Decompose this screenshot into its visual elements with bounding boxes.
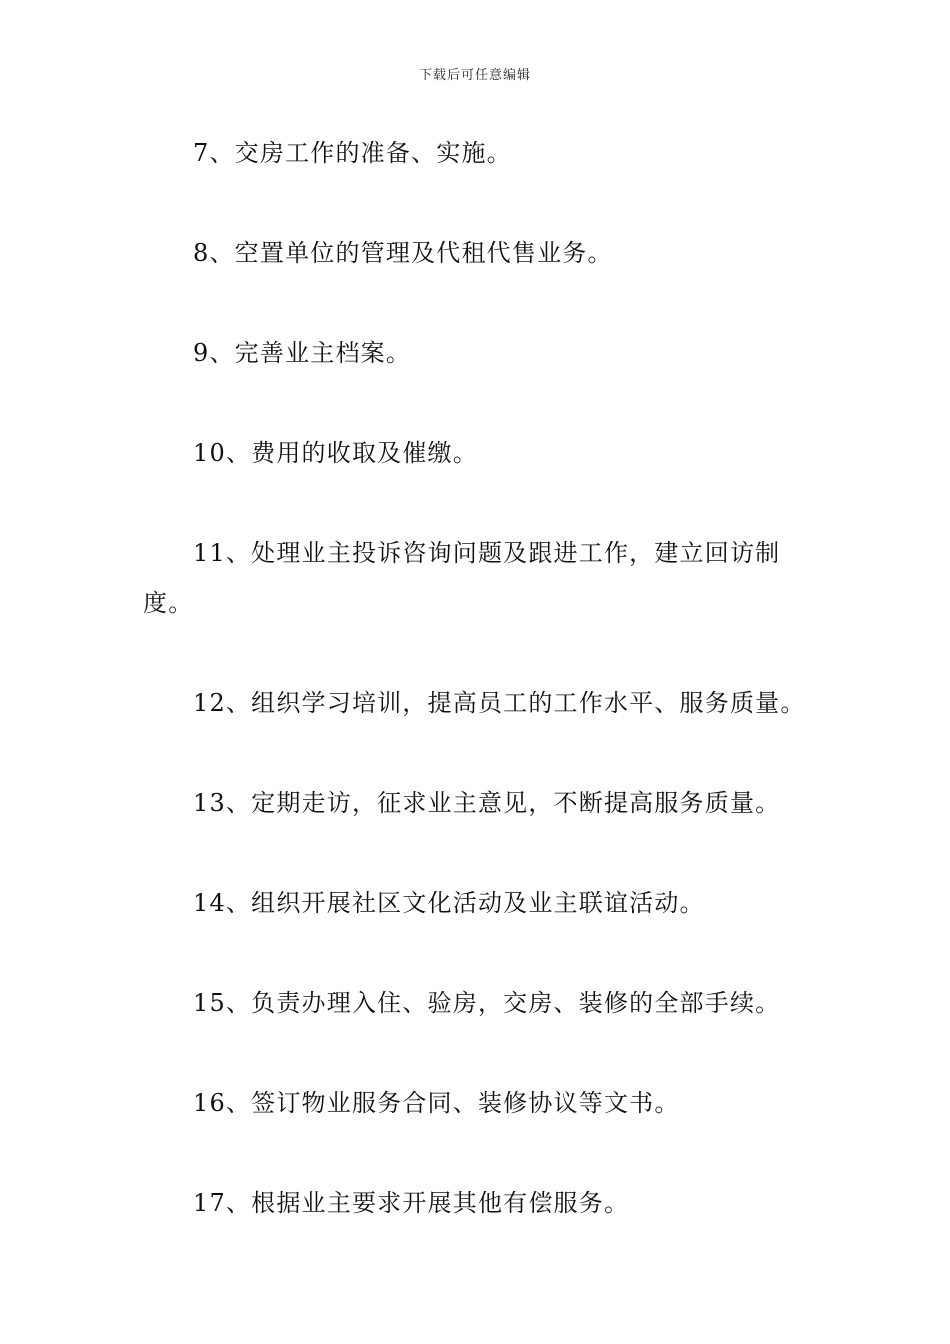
- paragraph-item-9: 9、完善业主档案。: [193, 339, 412, 367]
- paragraph-item-7: 7、交房工作的准备、实施。: [193, 139, 512, 167]
- paragraph-item-8: 8、空置单位的管理及代租代售业务。: [193, 239, 613, 267]
- paragraph-item-14: 14、组织开展社区文化活动及业主联谊活动。: [193, 889, 705, 917]
- paragraph-item-17: 17、根据业主要求开展其他有偿服务。: [193, 1189, 630, 1217]
- paragraph-item-10: 10、费用的收取及催缴。: [193, 439, 478, 467]
- paragraph-item-13: 13、定期走访，征求业主意见，不断提高服务质量。: [193, 789, 781, 817]
- page-header-note: 下载后可任意编辑: [418, 68, 531, 83]
- paragraph-item-15: 15、负责办理入住、验房，交房、装修的全部手续。: [193, 989, 781, 1017]
- paragraph-item-16: 16、签订物业服务合同、装修协议等文书。: [193, 1089, 680, 1117]
- document-body: [143, 128, 808, 1278]
- paragraph-item-11: 11、处理业主投诉咨询问题及跟进工作，建立回访制度。: [143, 539, 781, 617]
- paragraph-item-12: 12、组织学习培训，提高员工的工作水平、服务质量。: [193, 689, 806, 717]
